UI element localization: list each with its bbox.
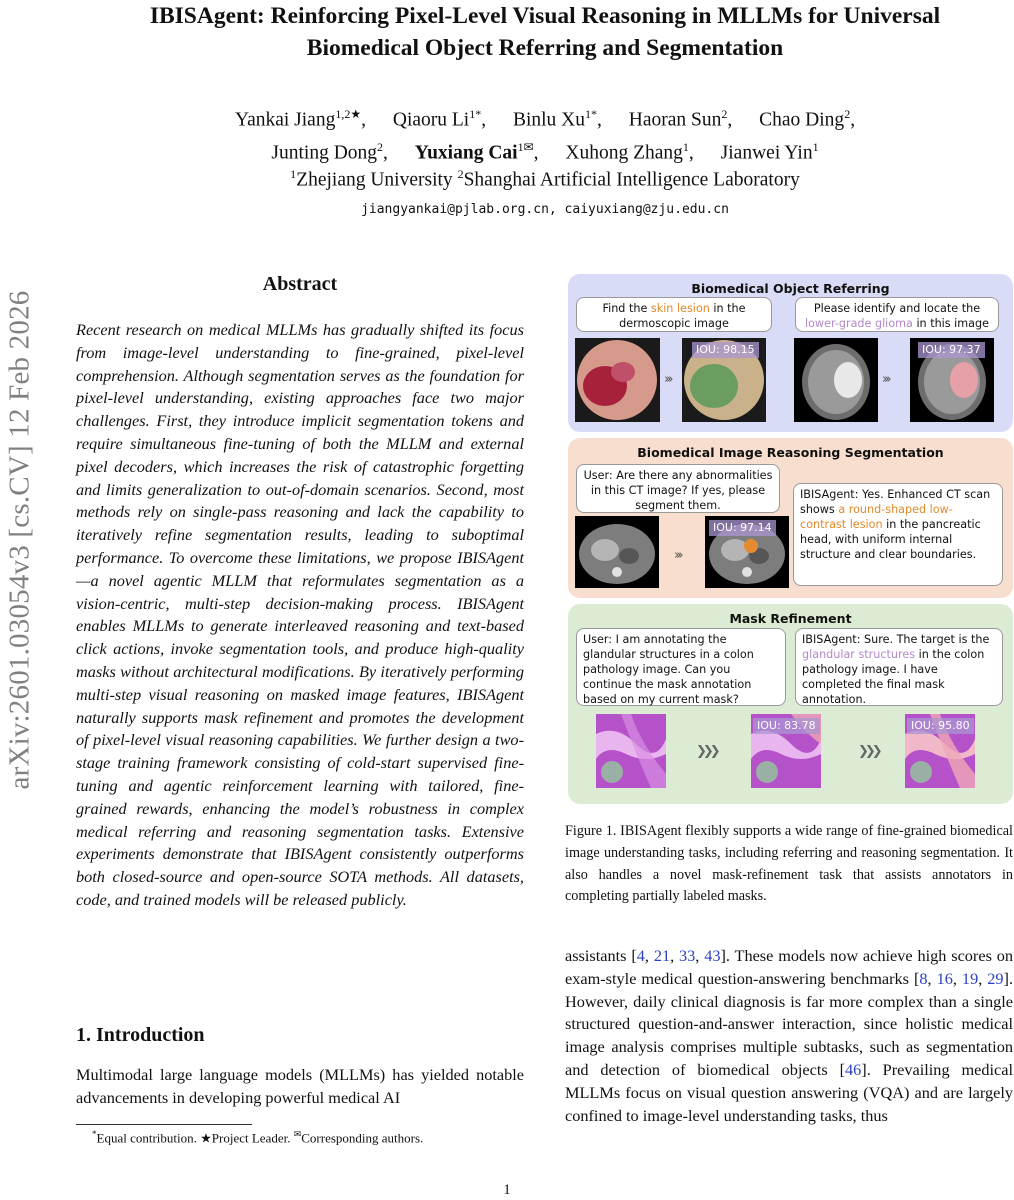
title-line-1: IBISAgent: Reinforcing Pixel-Level Visual Reasoning in MLLMs for Universal [149, 3, 941, 29]
footnote: *Equal contribution. ★Project Leader. ✉Corresponding authors. [92, 1129, 424, 1146]
panel-reasoning-segmentation [568, 438, 1013, 598]
figure-caption: Figure 1. IBISAgent flexibly supports a wide range of fine-grained biomedical image understanding tasks, including referring and reasoning segmentation. It also handles a novel mask-refinement task that assists annotators in completing partially labeled masks. [565, 823, 1013, 905]
arrow-icon: ››› [664, 372, 671, 387]
author: Jianwei Yin [720, 142, 813, 163]
author: Xuhong Zhang [565, 142, 683, 163]
citation-link[interactable]: 33 [679, 946, 696, 965]
arxiv-stamp [2, 190, 38, 890]
arxiv-id: arXiv:2601.03054v3 [cs.CV] 12 Feb 2026 [3, 290, 36, 790]
arrow-icon: ››› [882, 372, 889, 387]
panel-object-referring [568, 274, 1013, 432]
abstract-text: Recent research on medical MLLMs has gradually shifted its focus from image-level understanding to fine-grained, pixel-level comprehension. Although segmentation serves as the foundation for pixel-level understanding, existing approaches face two major challenges. First, they introduce implicit segmentation tokens and require simultaneous fine-tuning of both the MLLM and external pixel decoders, which increases the risk of catastrophic forgetting and limits generalization to out-of-domain scenarios. Second, most methods rely on single-pass reasoning and lack the capability to iteratively refine segmentation results, leading to suboptimal performance. To overcome these limitations, we propose IBISAgent—a novel agentic MLLM that reformulates segmentation as a vision-centric, multi-step decision-making process. IBISAgent enables MLLMs to generate interleaved reasoning and text-based click actions, invoke segmentation tools, and produce high-quality masks without architectural modifications. By iteratively performing multi-step visual reasoning on masked image features, IBISAgent naturally supports mask refinement and promotes the development of pixel-level visual reasoning capabilities. We further design a two-stage training framework consisting of cold-start supervised fine-tuning and agentic reinforcement learning with tailored, fine-grained rewards, enhancing the model’s robustness in complex medical referring and reasoning segmentation tasks. Extensive experiments demonstrate that IBISAgent consistently outperforms both closed-source and open-source SOTA methods. All datasets, code, and trained models will be released publicly. [76, 320, 524, 909]
author-row-1: Yankai Jiang$^{1,2★}$, Qiaoru $Li^{1*}$, Binlu $Xu^{1*}$, Haoran Sun$^2$, Chao Ding$^2$, [234, 107, 856, 131]
author: Yankai Jiang [234, 109, 336, 131]
intro-text: Multimodal large language models (MLLMs) has yielded notable advancements in developing powerful medical AI [76, 1065, 524, 1107]
citation-link[interactable]: 29 [987, 968, 1004, 988]
affiliations: $^1$Zhejiang University $^2$Shanghai Artificial Intelligence Laboratory [290, 167, 800, 191]
iou-badge: IOU: 97.37 [918, 342, 985, 358]
user-bubble: User: Are there any abnormalities in this CT image? If yes, please segment them. [576, 464, 780, 513]
agent-bubble: IBISAgent: Yes. Enhanced CT scan shows a round-shaped low-contrast lesion in the pancreatic head, with uniform internal structure and clear boundaries. [793, 483, 1003, 586]
author: Haoran Sun [628, 109, 722, 131]
affiliation-1: Zhejiang University [296, 169, 453, 191]
citation-link[interactable]: 16 [936, 968, 953, 988]
section-heading-introduction: 1. Introduction [76, 1024, 205, 1046]
citation-link[interactable]: 21 [653, 946, 671, 965]
dermoscopy-image [575, 338, 660, 422]
citation-link[interactable]: 8 [919, 968, 928, 988]
abstract-heading: Abstract [262, 273, 338, 295]
iou-badge: IOU: 95.80 [907, 718, 974, 734]
panel-title: Biomedical Object Referring [691, 281, 890, 296]
author-emails: jiangyankai@pjlab.org.cn, caiyuxiang@zju.edu.cn [361, 202, 729, 217]
affiliation-2: Shanghai Artificial Intelligence Laboratory [463, 169, 800, 191]
citation-link[interactable]: 4 [636, 946, 645, 965]
author: Chao Ding [759, 109, 845, 131]
right-column-text: assistants [4, 21, 33, 43]. These models now achieve high scores on exam-style medical question-answering benchmarks [8, 16, 19, 29]. However, daily clinical diagnosis is far more complex than a single structured question-and-answer interaction, since holistic medical image analysis comprises multiple subtasks, such as segmentation and detection of biomedical objects [46]. Prevailing medical MLLMs focus on visual question answering (VQA) and are largely confined to image-level understanding tasks, thus [565, 946, 1014, 1125]
pathology-image [596, 714, 666, 788]
citation-link[interactable]: 46 [845, 1059, 862, 1079]
user-bubble: User: I am annotating the glandular structures in a colon pathology image. Can you continue the mask annotation based on my current mask? [576, 628, 786, 706]
citation-link[interactable]: 43 [704, 946, 721, 965]
agent-bubble: IBISAgent: Sure. The target is the glandular structures in the colon pathology image. I have completed the final mask annotation. [795, 628, 1003, 706]
mri-result-image [910, 338, 994, 422]
author-list [40, 101, 1014, 166]
iou-badge: IOU: 98.15 [692, 342, 759, 358]
panel-title: Mask Refinement [729, 611, 852, 626]
paper-title [40, 0, 1014, 64]
arrow-icon: ››› [674, 548, 681, 563]
iou-badge: IOU: 97.14 [709, 520, 776, 536]
mri-image [794, 338, 878, 422]
footnote-rule [76, 1124, 252, 1125]
iou-badge: IOU: 83.78 [753, 718, 820, 734]
author: Junting Dong [271, 142, 378, 163]
author-row-2: Junting Dong$^2$, Yuxiang Cai$^{1✉}$, Xuhong Zhang$^1$, Jianwei Yin$^1$ [271, 139, 819, 163]
author-corresponding: Yuxiang Cai [414, 142, 518, 163]
arrow-icon: ❯❯❯ [696, 744, 717, 759]
ct-image [575, 516, 659, 588]
pathology-partial-mask-image [751, 714, 821, 788]
author: Qiaoru Li [392, 109, 470, 131]
question-bubble: Please identify and locate the lower-grade glioma in this image [795, 297, 999, 332]
author: Binlu Xu [512, 109, 586, 131]
panel-mask-refinement [568, 604, 1013, 804]
page-number: 1 [503, 1182, 511, 1198]
question-bubble: Find the skin lesion in the dermoscopic image [576, 297, 772, 332]
ct-result-image [705, 516, 789, 588]
citation-link[interactable]: 19 [961, 968, 979, 988]
panel-title: Biomedical Image Reasoning Segmentation [637, 445, 944, 460]
pathology-final-mask-image [905, 714, 975, 788]
dermoscopy-result-image [682, 338, 766, 422]
arrow-icon: ❯❯❯ [858, 744, 879, 759]
figure-1 [565, 274, 1014, 804]
title-line-2: Biomedical Object Referring and Segmentation [306, 35, 784, 61]
